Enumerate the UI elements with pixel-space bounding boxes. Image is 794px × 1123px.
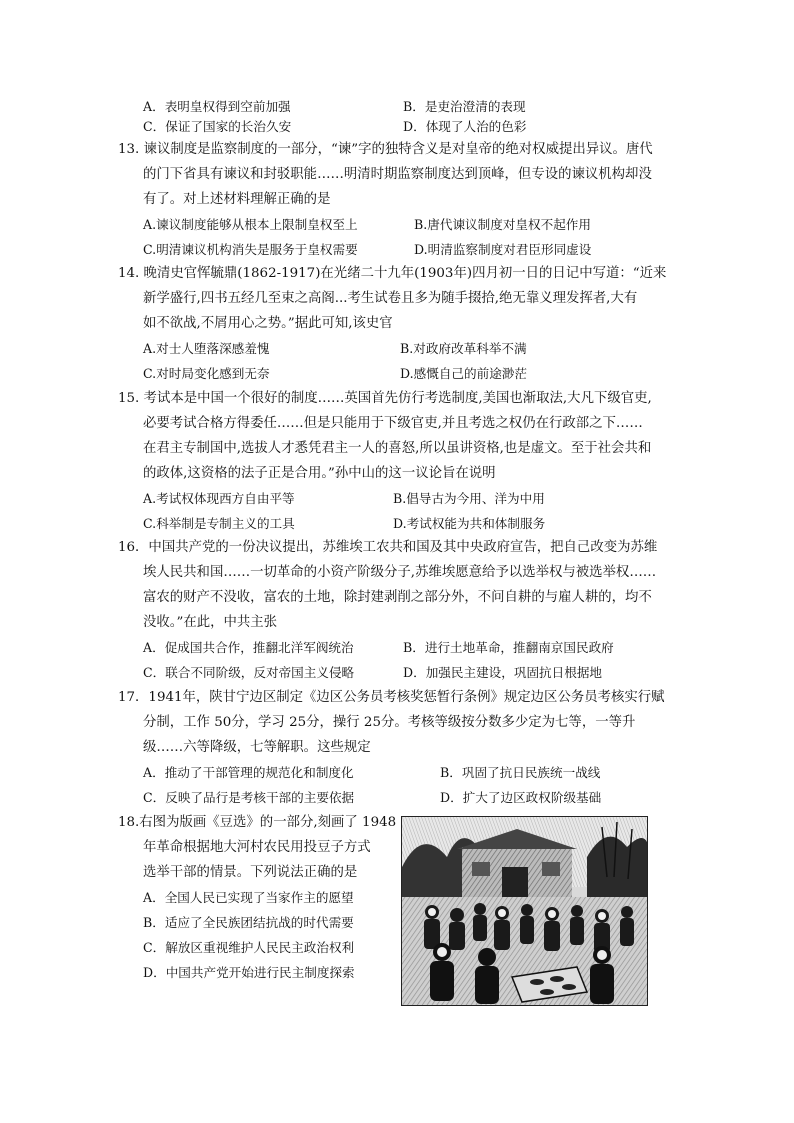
q18-stem-line-2: 年革命根据地大河村农民用投豆子方式	[143, 840, 371, 855]
q16-stem-line-4: 没收。”在此，中共主张	[143, 615, 278, 630]
q16-stem-line-3: 富农的财产不没收，富农的土地，除封建剥削之部分外，不问自耕的与雇人耕的，均不	[143, 590, 652, 605]
q18-stem-line-3: 选举干部的情景。下列说法正确的是	[143, 865, 358, 880]
q18-option-b: B．适应了全民族团结抗战的时代需要	[143, 915, 354, 930]
q18-option-d: D．中国共产党开始进行民主制度探索	[143, 965, 355, 980]
q17-option-b: B．巩固了抗日民族统一战线	[440, 765, 601, 780]
q15-option-a: A.考试权体现西方自由平等	[143, 491, 295, 506]
q13-stem-line-2: 的门下省具有谏议和封驳职能……明清时期监察制度达到顶峰，但专设的谏议机构却没	[143, 167, 652, 182]
q12-option-d: D．体现了人治的色彩	[403, 119, 527, 134]
q18-stem-line-1: 18.右图为版画《豆选》的一部分,刻画了 1948	[118, 815, 397, 830]
q15-option-c: C.科举制是专制主义的工具	[143, 516, 295, 531]
q15-stem-line-1: 15. 考试本是中国一个很好的制度……英国首先仿行考选制度,美国也渐取法,大凡下级官吏,	[118, 391, 652, 406]
q14-option-b: B.对政府改革科举不满	[400, 341, 527, 356]
q18-option-a: A．全国人民已实现了当家作主的愿望	[143, 890, 354, 905]
q14-stem-line-3: 如不欲战,不屑用心之势。”据此可知,该史官	[143, 316, 393, 331]
q17-stem-line-1: 17．1941年，陕甘宁边区制定《边区公务员考核奖惩暂行条例》规定边区公务员考核实行赋	[118, 690, 665, 705]
q12-option-c: C．保证了国家的长治久安	[143, 119, 292, 134]
q13-stem-line-1: 13. 谏议制度是监察制度的一部分，“谏”字的独特含义是对皇帝的绝对权威提出异议。唐代	[118, 142, 653, 157]
woodcut-bean-election-image	[401, 816, 648, 1006]
q14-option-a: A.对士人堕落深感羞愧	[143, 341, 270, 356]
q18-option-c: C．解放区重视维护人民民主政治权利	[143, 940, 355, 955]
q17-option-a: A．推动了干部管理的规范化和制度化	[143, 765, 354, 780]
q16-option-c: C．联合不同阶级，反对帝国主义侵略	[143, 665, 355, 680]
q16-option-d: D．加强民主建设，巩固抗日根据地	[403, 665, 603, 680]
q14-stem-line-1: 14. 晚清史官恽毓鼎(1862-1917)在光绪二十九年(1903年)四月初一日的日记中写道：“近来	[118, 266, 667, 281]
q13-option-a: A.谏议制度能够从根本上限制皇权至上	[143, 217, 358, 232]
q13-option-b: B.唐代谏议制度对皇权不起作用	[414, 217, 591, 232]
q14-stem-line-2: 新学盛行,四书五经几至束之高阁...考生试卷且多为随手掇拾,绝无靠义理发挥者,大有	[143, 291, 638, 306]
q13-option-d: D.明清监察制度对君臣形同虚设	[414, 242, 592, 257]
q14-option-c: C.对时局变化感到无奈	[143, 366, 270, 381]
q17-option-c: C．反映了品行是考核干部的主要依据	[143, 790, 355, 805]
q15-option-d: D.考试权能为共和体制服务	[393, 516, 546, 531]
q12-option-b: B．是吏治澄清的表现	[403, 99, 526, 114]
q17-option-d: D．扩大了边区政权阶级基础	[440, 790, 602, 805]
q16-option-b: B．进行土地革命，推翻南京国民政府	[403, 640, 614, 655]
q12-option-a: A．表明皇权得到空前加强	[143, 99, 291, 114]
q15-stem-line-4: 的政体,这资格的法子正是合用。”孙中山的这一议论旨在说明	[143, 466, 496, 481]
q17-stem-line-3: 级……六等降级，七等解职。这些规定	[143, 740, 371, 755]
q15-stem-line-3: 在君主专制国中,选拔人才悉凭君主一人的喜怒,所以虽讲资格,也是虚文。至于社会共和	[143, 441, 652, 456]
q15-stem-line-2: 必要考试合格方得委任……但是只能用于下级官吏,并且考选之权仍在行政部之下……	[143, 416, 643, 431]
q13-stem-line-3: 有了。对上述材料理解正确的是	[143, 192, 331, 207]
q15-option-b: B.倡导古为今用、洋为中用	[393, 491, 545, 506]
q13-option-c: C.明清谏议机构消失是服务于皇权需要	[143, 242, 358, 257]
q16-stem-line-2: 埃人民共和国……一切革命的小资产阶级分子,苏维埃愿意给予以选举权与被选举权……	[143, 565, 657, 580]
q16-stem-line-1: 16．中国共产党的一份决议提出，苏维埃工农共和国及其中央政府宣告，把自己改变为苏维	[118, 540, 658, 555]
q16-option-a: A．促成国共合作，推翻北洋军阀统治	[143, 640, 354, 655]
q17-stem-line-2: 分制，工作 50分，学习 25分，操行 25分。考核等级按分数多少定为七等，一等升	[143, 715, 636, 730]
q14-option-d: D.感慨自己的前途渺茫	[400, 366, 527, 381]
